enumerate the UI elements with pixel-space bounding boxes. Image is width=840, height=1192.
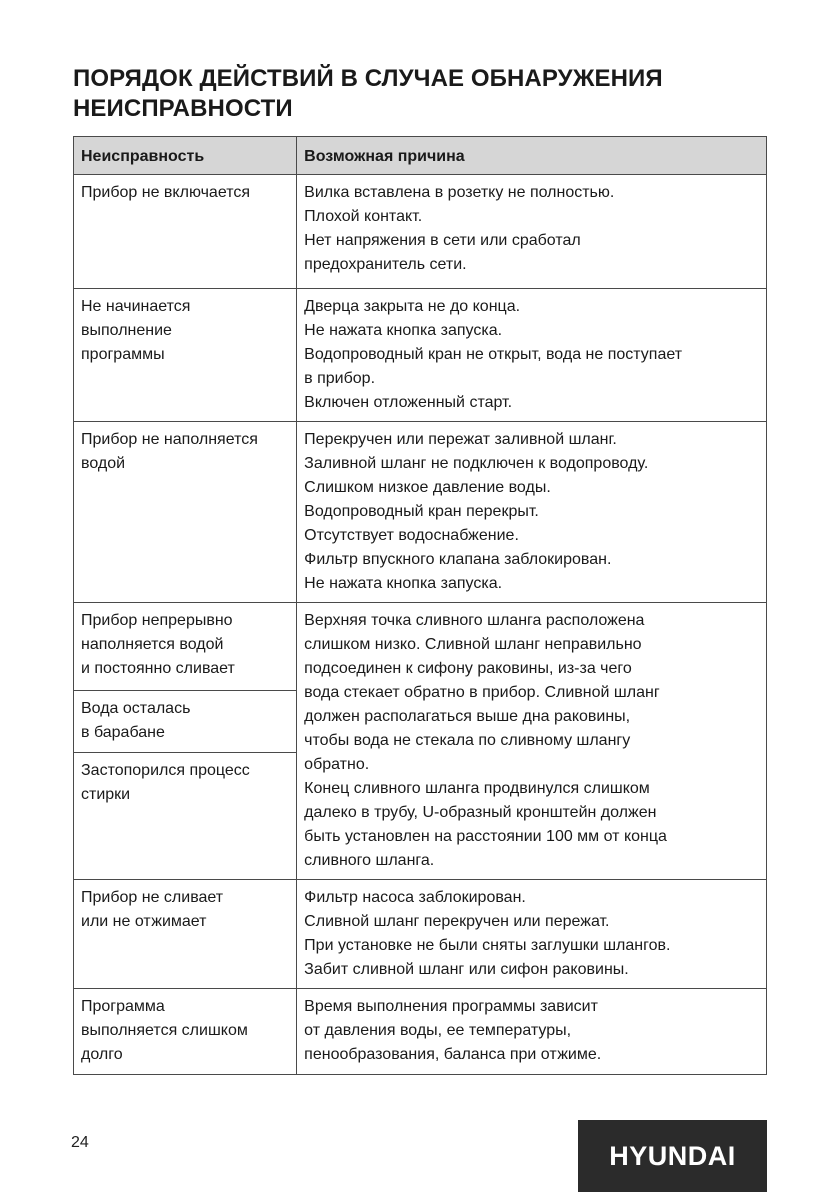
- cause-text: обратно.: [304, 756, 370, 773]
- table-row: [74, 989, 767, 1075]
- page-title: [73, 64, 793, 124]
- cause-text: Нет напряжения в сети или сработал: [304, 232, 581, 249]
- cause-cell: [297, 422, 767, 603]
- problem-text: стирки: [81, 786, 131, 804]
- cause-text: Верхняя точка сливного шланга расположена: [304, 612, 645, 629]
- problem-cell: [74, 603, 297, 691]
- problem-text: программы: [81, 346, 165, 363]
- cause-cell: [297, 603, 767, 880]
- cause-text: предохранитель сети.: [304, 256, 467, 273]
- problem-text: наполняется водой: [81, 636, 224, 653]
- problem-text: долго: [81, 1046, 123, 1063]
- problem-cell: [74, 289, 297, 422]
- cause-text: в прибор.: [304, 370, 376, 387]
- problem-cell: [74, 753, 297, 880]
- problem-text: выполняется слишком: [81, 1022, 248, 1039]
- cause-text: пенообразования, баланса при отжиме.: [304, 1046, 602, 1063]
- cause-text: должен располагаться выше дна раковины,: [304, 708, 631, 725]
- problem-text: Вода осталась: [81, 699, 191, 717]
- cause-text: Время выполнения программы зависит: [304, 998, 598, 1015]
- problem-text: или не отжимает: [81, 913, 207, 930]
- title-line-2: НЕИСПРАВНОСТИ: [73, 95, 293, 122]
- cause-text: Фильтр насоса заблокирован.: [304, 889, 526, 906]
- problem-text: и постоянно сливает: [81, 660, 235, 677]
- problem-text: Прибор не наполняется: [81, 431, 258, 448]
- problem-text: выполнение: [81, 322, 172, 339]
- cause-text: Не нажата кнопка запуска.: [304, 575, 503, 592]
- cause-text: Забит сливной шланг или сифон раковины.: [304, 961, 629, 978]
- title-line-1: ПОРЯДОК ДЕЙСТВИЙ В СЛУЧАЕ ОБНАРУЖЕНИЯ: [73, 65, 663, 92]
- cause-text: Включен отложенный старт.: [304, 394, 513, 411]
- cause-text: Плохой контакт.: [304, 208, 423, 225]
- problem-text: в барабане: [81, 723, 165, 741]
- cause-text: сливного шланга.: [304, 852, 435, 869]
- cause-text: Водопроводный кран перекрыт.: [304, 503, 539, 520]
- header-cause: Возможная причина: [297, 137, 767, 175]
- page-number: 24: [71, 1134, 89, 1151]
- cause-text: Не нажата кнопка запуска.: [304, 322, 503, 339]
- problem-text: Застопорился процесс: [81, 762, 250, 780]
- problem-cell: [74, 880, 297, 989]
- problem-cell: [74, 690, 297, 753]
- cause-text: Слишком низкое давление воды.: [304, 479, 551, 496]
- table-row: [74, 175, 767, 289]
- table-header-row: [74, 137, 767, 175]
- cause-text: вода стекает обратно в прибор. Сливной шланг: [304, 684, 660, 701]
- cause-text: чтобы вода не стекала по сливному шлангу: [304, 732, 631, 749]
- problem-cell: [74, 422, 297, 603]
- table-row: [74, 289, 767, 422]
- troubleshooting-table: [73, 136, 767, 1075]
- problem-text: Прибор не сливает: [81, 889, 224, 906]
- cause-cell: [297, 880, 767, 989]
- cause-text: Отсутствует водоснабжение.: [304, 527, 519, 544]
- cause-text: от давления воды, ее температуры,: [304, 1022, 572, 1039]
- cause-text: Дверца закрыта не до конца.: [304, 298, 521, 315]
- cause-text: При установке не были сняты заглушки шлангов.: [304, 937, 671, 954]
- problem-cell: [74, 989, 297, 1075]
- cause-text: слишком низко. Сливной шланг неправильно: [304, 636, 642, 653]
- cause-text: далеко в трубу, U-образный кронштейн должен: [304, 804, 657, 821]
- cause-text: Конец сливного шланга продвинулся слишком: [304, 780, 650, 797]
- problem-text: водой: [81, 455, 126, 472]
- cause-text: Перекручен или пережат заливной шланг.: [304, 431, 617, 448]
- brand-logo: [578, 1120, 767, 1192]
- problem-text: Программа: [81, 998, 165, 1015]
- problem-text: Прибор не включается: [81, 184, 250, 201]
- cause-text: Фильтр впускного клапана заблокирован.: [304, 551, 612, 568]
- table-row: [74, 422, 767, 603]
- problem-cell: [74, 175, 297, 289]
- problem-text: Не начинается: [81, 298, 191, 315]
- cause-text: подсоединен к сифону раковины, из-за чего: [304, 660, 632, 677]
- cause-cell: [297, 175, 767, 289]
- cause-text: Сливной шланг перекручен или пережат.: [304, 913, 610, 930]
- cause-text: Водопроводный кран не открыт, вода не поступает: [304, 346, 683, 363]
- table-row: [74, 603, 767, 691]
- table-row: [74, 880, 767, 989]
- problem-text: Прибор непрерывно: [81, 612, 233, 629]
- cause-text: Заливной шланг не подключен к водопроводу.: [304, 455, 649, 472]
- brand-logo-text: HYUNDAI: [609, 1140, 736, 1171]
- cause-text: Вилка вставлена в розетку не полностью.: [304, 184, 615, 201]
- cause-text: быть установлен на расстоянии 100 мм от конца: [304, 828, 667, 845]
- header-problem: Неисправность: [74, 137, 297, 175]
- cause-cell: [297, 989, 767, 1075]
- cause-cell: [297, 289, 767, 422]
